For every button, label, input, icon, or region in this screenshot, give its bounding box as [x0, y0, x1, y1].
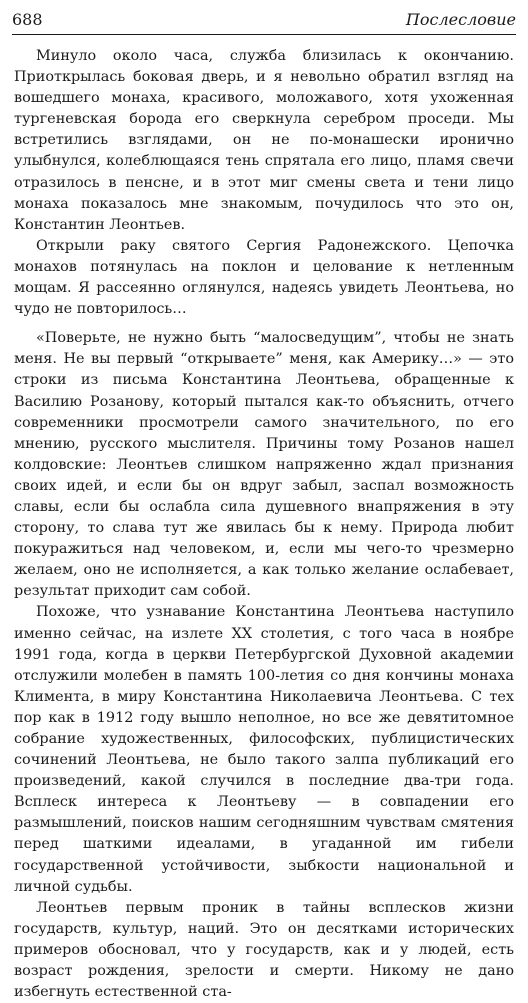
running-head [12, 8, 516, 30]
paragraph: Открыли раку святого Сергия Радонежского. Цепочка монахов потянулась на поклон и целование к нетленным мощам. Я рассеянно оглянулся, надеясь увидеть Леонтьева, но чудо не повторилось… [14, 237, 514, 318]
section-title: Послесловие [405, 10, 516, 29]
page-number: 688 [12, 10, 43, 29]
paragraph: Минуло около часа, служба близилась к окончанию. Приоткрылась боковая дверь, и я невольно обратил взгляд на вошедшего монаха, красивого, моложавого, хотя ухоженная тургеневская борода его сверкнула серебром проседи. Мы встретились взглядами, он не по-монашески иронично улыбнулся, колеблющаяся тень спрятала его лицо, пламя свечи отразилось в пенсне, и в этот миг смены света и тени лицо монаха показалось мне знакомым, почудилось что это он, Константин Леонтьев. [14, 48, 514, 233]
paragraph: «Поверьте, не нужно быть “малосведущим”, чтобы не знать меня. Не вы первый “открываете” меня, как Америку…» — это строки из письма Константина Леонтьева, обращенные к Василию Розанову, который пытался как-то объяснить, отчего современники просмотрели самого значительного, по его мнению, русского мыслителя. Причины тому Розанов нашел колдовские: Леонтьев слишком напряженно ждал признания своих идей, и если бы он вдруг забыл, заспал возможность славы, если бы ослабла сила душевного внапряжения в эту сторону, то слава тут же явилась бы к нему. Природа любит покуражиться над человеком, и, если мы чего-то чрезмерно желаем, оно не исполняется, а как только желание ослабевает, результат приходит сам собой. [14, 330, 514, 600]
header-rule [12, 34, 516, 35]
paragraph: Леонтьев первым проник в тайны всплесков жизни государств, культур, наций. Это он десятками исторических примеров обосновал, что у государств, как и у людей, есть возраст рождения, зрелости и смерти. Никому не дано избегнуть естественной ста- [14, 899, 514, 1001]
paragraph: Похоже, что узнавание Константина Леонтьева наступило именно сейчас, на излете XX столетия, с того часа в ноябре 1991 года, когда в церкви Петербургской Духовной академии отслужили молебен в память 100-летия со дня кончины монаха Климента, в миру Константина Николаевича Леонтьева. С тех пор как в 1912 году вышло неполное, но все же девятитомное собрание художественных, философских, публицистических сочинений Леонтьева, не было такого залпа публикаций его произведений, какой случился в последние два-три года. Всплеск интереса к Леонтьеву — в совпадении его размышлений, поисков нашим сегодняшним чувствам смятения перед шаткими идеалами, в угаданной им гибели государственной устойчивости, зыбкости национальной и личной судьбы. [14, 604, 514, 895]
body-text [14, 46, 514, 1003]
